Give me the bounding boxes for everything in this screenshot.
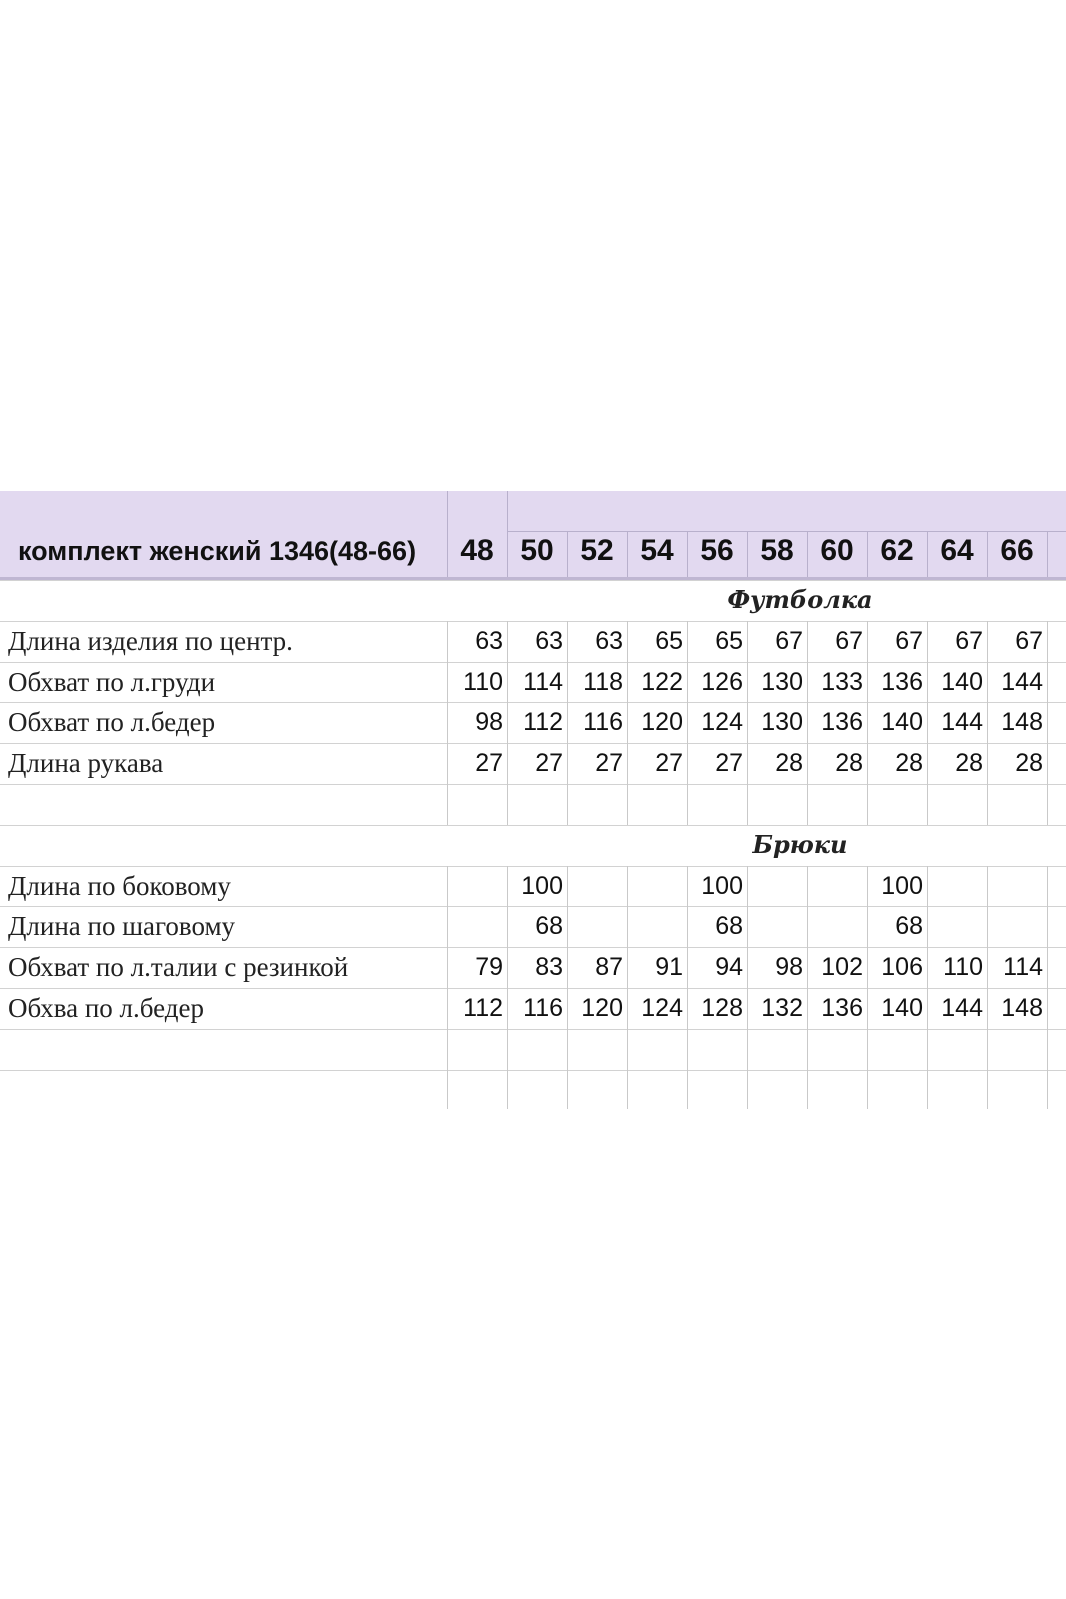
table-cell: 28 [955, 749, 983, 777]
table-cell: 140 [881, 708, 923, 736]
table-cell: 87 [595, 953, 623, 981]
table-cell: 100 [521, 872, 563, 900]
table-cell: 27 [475, 749, 503, 777]
size-header: 48 [460, 534, 494, 567]
table-cell: 148 [1001, 708, 1043, 736]
grid-line [1047, 743, 1048, 784]
table-cell: 67 [895, 627, 923, 655]
grid-line [987, 784, 988, 825]
table-cell: 94 [715, 953, 743, 981]
size-header: 62 [880, 534, 914, 567]
table-cell: 100 [881, 872, 923, 900]
grid-line [687, 1070, 688, 1109]
table-cell: 27 [595, 749, 623, 777]
table-cell: 102 [821, 953, 863, 981]
row-label: Длина рукава [8, 748, 164, 778]
size-header: 56 [700, 534, 734, 567]
table-cell: 98 [775, 953, 803, 981]
size-header: 52 [580, 534, 614, 567]
table-cell: 120 [641, 708, 683, 736]
table-cell: 130 [761, 668, 803, 696]
header-divider [1047, 531, 1048, 577]
grid-line [567, 784, 568, 825]
table-cell: 65 [655, 627, 683, 655]
grid-line [1047, 662, 1048, 703]
table-cell: 110 [463, 668, 503, 696]
table-cell: 116 [583, 708, 623, 736]
grid-line [927, 784, 928, 825]
size-header: 64 [940, 534, 974, 567]
size-header: 58 [760, 534, 794, 567]
section-title-trousers: Брюки [752, 830, 848, 859]
table-cell: 67 [835, 627, 863, 655]
table-cell: 122 [641, 668, 683, 696]
grid-line [0, 1070, 1066, 1071]
table-cell [747, 906, 803, 946]
grid-line [627, 1070, 628, 1109]
grid-line [627, 784, 628, 825]
table-cell [807, 906, 863, 946]
table-cell: 27 [655, 749, 683, 777]
table-cell: 112 [463, 994, 503, 1022]
grid-line [1047, 621, 1048, 662]
grid-line [867, 784, 868, 825]
grid-line [987, 1070, 988, 1109]
grid-line [507, 1029, 508, 1070]
table-cell [807, 866, 863, 906]
grid-line [987, 1029, 988, 1070]
table-cell: 128 [701, 994, 743, 1022]
table-cell: 67 [775, 627, 803, 655]
table-cell [627, 906, 683, 946]
table-cell [927, 866, 983, 906]
grid-line [1047, 947, 1048, 988]
grid-line [0, 1029, 1066, 1030]
table-cell: 140 [881, 994, 923, 1022]
table-cell: 79 [475, 953, 503, 981]
table-cell: 133 [821, 668, 863, 696]
table-cell: 63 [535, 627, 563, 655]
grid-line [507, 784, 508, 825]
grid-line [927, 1029, 928, 1070]
table-cell: 118 [583, 668, 623, 696]
table-cell: 124 [641, 994, 683, 1022]
table-cell: 130 [761, 708, 803, 736]
table-cell [927, 906, 983, 946]
table-cell: 126 [701, 668, 743, 696]
table-cell: 91 [655, 953, 683, 981]
table-cell: 27 [715, 749, 743, 777]
grid-line [807, 1029, 808, 1070]
grid-line [1047, 1070, 1048, 1109]
row-label: Обхват по л.талии с резинкой [8, 952, 349, 982]
table-cell: 114 [523, 668, 563, 696]
grid-line [507, 1070, 508, 1109]
table-cell: 132 [761, 994, 803, 1022]
table-cell: 65 [715, 627, 743, 655]
table-cell [987, 906, 1043, 946]
table-cell: 136 [881, 668, 923, 696]
table-cell [987, 866, 1043, 906]
row-label: Длина по шаговому [8, 911, 236, 941]
table-cell: 116 [523, 994, 563, 1022]
table-title: комплект женский 1346(48-66) [18, 536, 417, 566]
grid-line [1047, 906, 1048, 947]
table-cell [447, 906, 503, 946]
grid-line [747, 1029, 748, 1070]
size-header: 54 [640, 534, 674, 567]
row-label: Обхва по л.бедер [8, 993, 204, 1023]
grid-line [627, 1029, 628, 1070]
table-cell: 112 [523, 708, 563, 736]
table-cell [627, 866, 683, 906]
grid-line [867, 1070, 868, 1109]
table-cell: 28 [1015, 749, 1043, 777]
table-cell: 28 [775, 749, 803, 777]
grid-line [687, 1029, 688, 1070]
grid-line [1047, 702, 1048, 743]
table-cell: 68 [535, 912, 563, 940]
table-cell: 140 [941, 668, 983, 696]
table-cell: 27 [535, 749, 563, 777]
grid-line [747, 1070, 748, 1109]
grid-line [447, 1070, 448, 1109]
table-cell: 83 [535, 953, 563, 981]
grid-line [927, 1070, 928, 1109]
grid-line [807, 784, 808, 825]
table-cell: 100 [701, 872, 743, 900]
table-cell: 148 [1001, 994, 1043, 1022]
grid-line [1047, 784, 1048, 825]
size-header: 50 [520, 534, 554, 567]
table-cell: 136 [821, 994, 863, 1022]
table-cell: 124 [701, 708, 743, 736]
table-cell: 114 [1003, 953, 1043, 981]
table-cell: 28 [835, 749, 863, 777]
table-cell: 98 [475, 708, 503, 736]
row-label: Обхват по л.бедер [8, 707, 216, 737]
table-cell [447, 866, 503, 906]
grid-line [1047, 866, 1048, 907]
grid-line [1047, 988, 1048, 1029]
size-header: 60 [820, 534, 854, 567]
table-cell: 68 [715, 912, 743, 940]
table-cell: 144 [941, 708, 983, 736]
grid-line [567, 1070, 568, 1109]
size-header: 66 [1000, 534, 1034, 567]
table-cell: 106 [881, 953, 923, 981]
table-cell: 67 [955, 627, 983, 655]
table-cell [567, 866, 623, 906]
table-cell: 67 [1015, 627, 1043, 655]
grid-line [867, 1029, 868, 1070]
row-label: Длина по боковому [8, 871, 231, 901]
table-cell: 144 [941, 994, 983, 1022]
grid-line [447, 784, 448, 825]
table-cell: 63 [595, 627, 623, 655]
row-label: Обхват по л.груди [8, 667, 216, 697]
grid-line [0, 784, 1066, 785]
grid-line [687, 784, 688, 825]
grid-line [747, 784, 748, 825]
table-cell: 28 [895, 749, 923, 777]
grid-line [807, 1070, 808, 1109]
size-chart-table [0, 491, 1066, 1109]
grid-line [1047, 1029, 1048, 1070]
grid-line [447, 1029, 448, 1070]
table-cell: 120 [581, 994, 623, 1022]
table-cell: 144 [1001, 668, 1043, 696]
table-cell: 110 [943, 953, 983, 981]
table-cell: 68 [895, 912, 923, 940]
table-cell: 136 [821, 708, 863, 736]
grid-line [567, 1029, 568, 1070]
section-title-tshirt: Футболка [727, 585, 873, 614]
table-cell [747, 866, 803, 906]
row-label: Длина изделия по центр. [8, 626, 293, 656]
table-cell: 63 [475, 627, 503, 655]
table-cell [567, 906, 623, 946]
